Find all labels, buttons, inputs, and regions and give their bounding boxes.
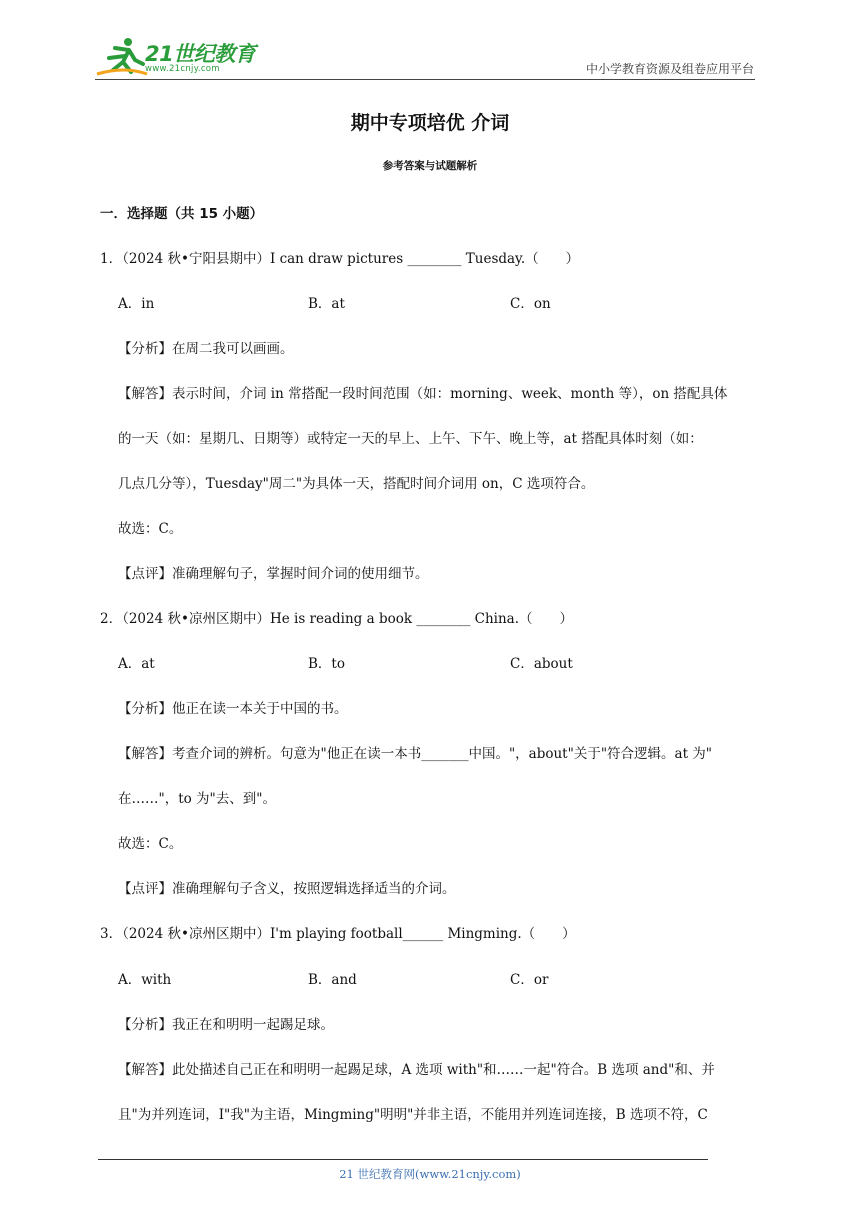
question-2-option-b: B．to [308,656,345,672]
question-1-choice: 故选：C。 [118,521,183,537]
question-1-stem: 1．（2024 秋•宁阳县期中）I can draw pictures ________ Tuesday.（ ） [100,251,580,267]
question-3-option-c: C．or [510,972,549,988]
question-1-analysis: 【分析】在周二我可以画画。 [118,341,294,357]
question-2-option-a: A．at [118,656,155,672]
question-1-option-b: B．at [308,296,345,312]
section-heading: 一．选择题（共 15 小题） [100,206,264,222]
header-platform-text: 中小学教育资源及组卷应用平台 [585,62,754,76]
question-3-option-a: A．with [118,972,172,988]
question-3-option-b: B．and [308,972,357,988]
question-1-option-c: C．on [510,296,551,312]
question-1-answer-line-2: 的一天（如：星期几、日期等）或特定一天的早上、上午、下午、晚上等，at 搭配具体时刻（如： [118,431,703,447]
question-1-comment: 【点评】准确理解句子，掌握时间介词的使用细节。 [118,566,429,582]
question-2-choice: 故选：C。 [118,836,183,852]
question-2-answer-line-1: 【解答】考查介词的辨析。句意为"他正在读一本书_______中国。"，about"关于"符合逻辑。at 为" [118,746,712,762]
page-footer[interactable]: 21 世纪教育网(www.21cnjy.com) [339,1167,521,1181]
question-2-stem: 2．（2024 秋•凉州区期中）He is reading a book ________ China.（ ） [100,611,573,627]
question-1-option-a: A．in [118,296,155,312]
page-title: 期中专项培优 介词 [350,112,510,134]
page-subtitle: 参考答案与试题解析 [382,160,478,172]
header-divider [95,79,755,80]
logo-url: www.21cnjy.com [145,64,220,74]
question-2-answer-line-2: 在……"，to 为"去、到"。 [118,791,276,807]
question-2-comment: 【点评】准确理解句子含义，按照逻辑选择适当的介词。 [118,881,456,897]
question-2-option-c: C．about [510,656,573,672]
question-1-answer-line-3: 几点几分等），Tuesday"周二"为具体一天，搭配时间介词用 on，C 选项符合。 [118,476,595,492]
question-3-analysis: 【分析】我正在和明明一起踢足球。 [118,1017,334,1033]
question-1-answer-line-1: 【解答】表示时间，介词 in 常搭配一段时间范围（如：morning、week、month 等），on 搭配具体 [118,386,728,402]
question-2-analysis: 【分析】他正在读一本关于中国的书。 [118,701,348,717]
question-3-answer-line-2: 且"为并列连词，I"我"为主语，Mingming"明明"并非主语，不能用并列连词连接，B 选项不符，C [118,1107,708,1123]
logo-text: 21世纪教育 [145,42,256,66]
footer-divider [98,1159,708,1160]
page-header [0,0,860,80]
question-3-answer-line-1: 【解答】此处描述自己正在和明明一起踢足球，A 选项 with"和……一起"符合。B 选项 and"和、并 [118,1062,715,1078]
question-3-stem: 3．（2024 秋•凉州区期中）I'm playing football______ Mingming.（ ） [100,926,576,942]
